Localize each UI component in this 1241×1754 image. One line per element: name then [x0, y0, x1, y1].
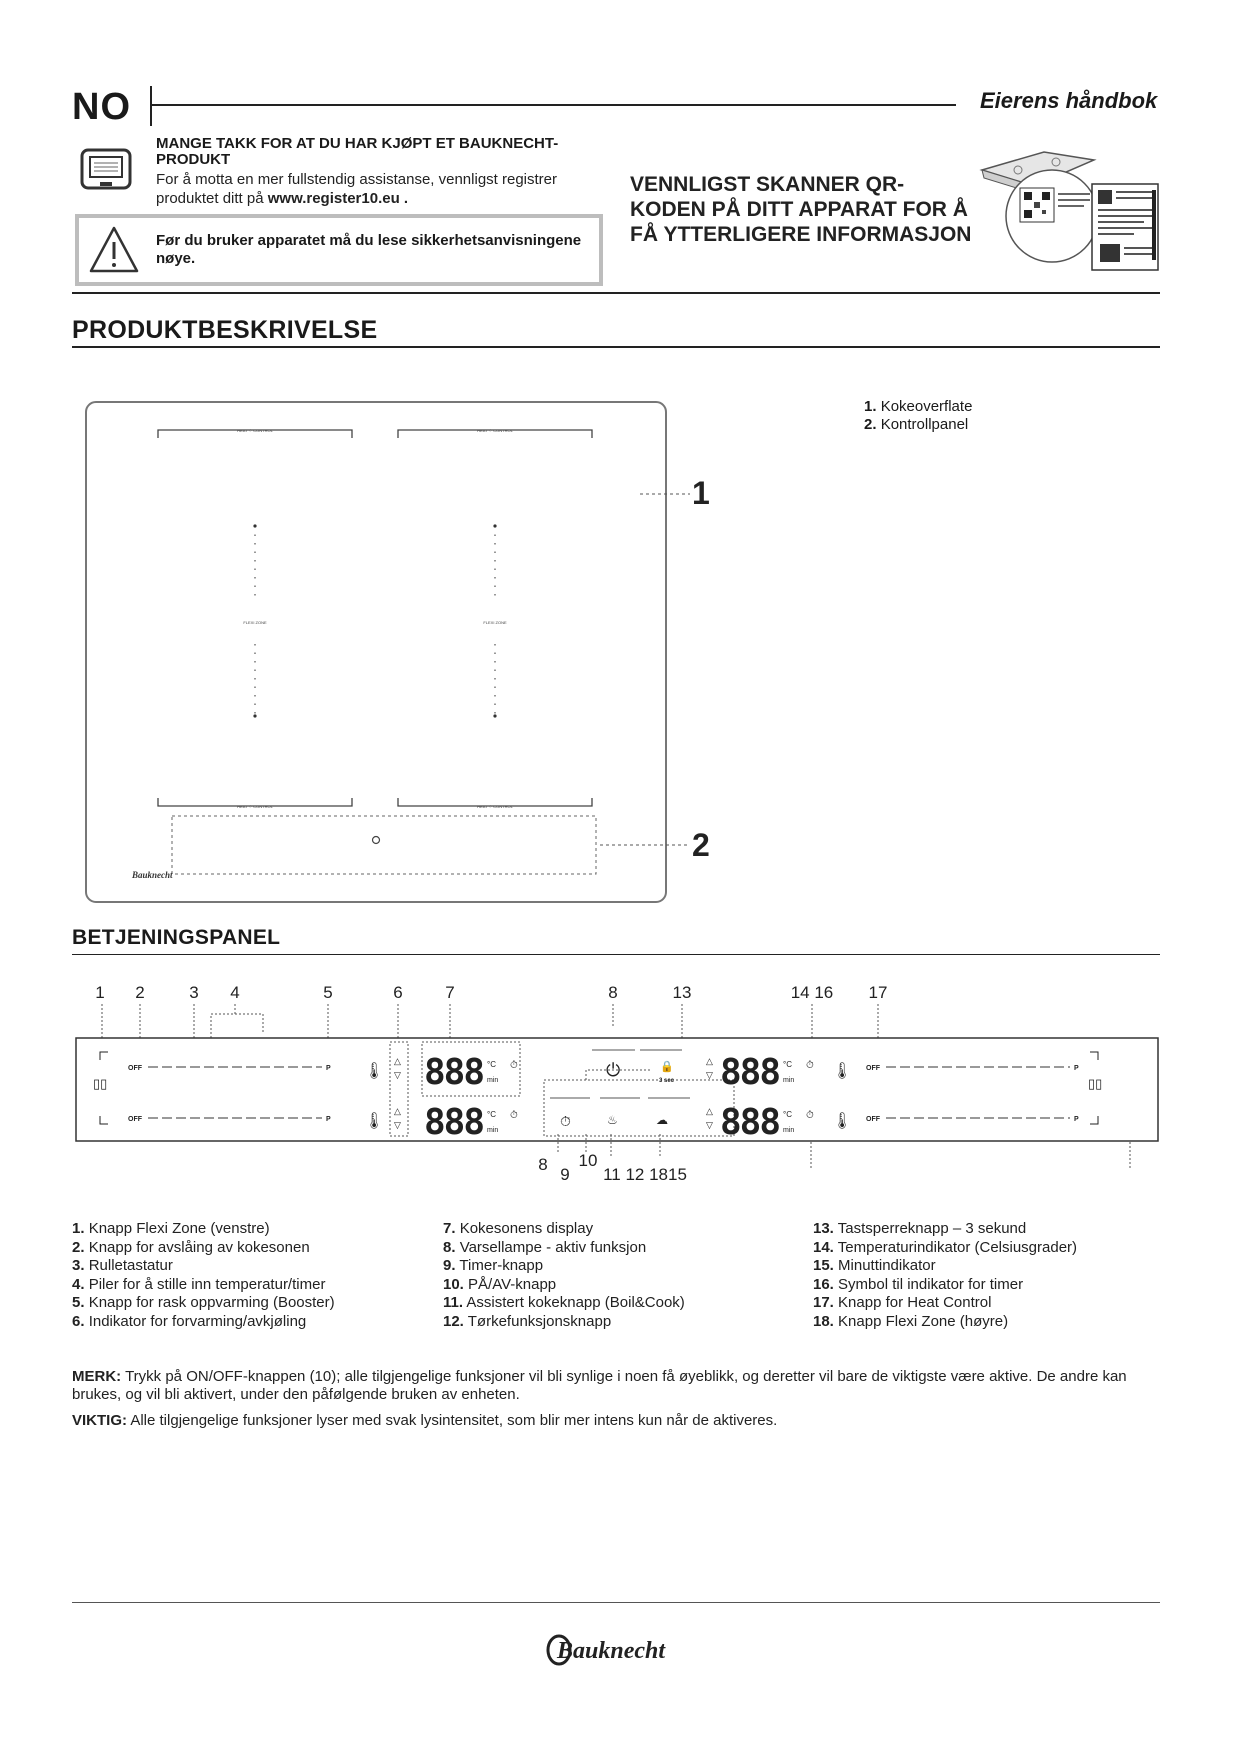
p-label-right-top: P — [1074, 1065, 1079, 1072]
unit-min-right-bottom: min — [783, 1127, 795, 1134]
panel-num-11-12-18-15: 11 12 1815 — [603, 1165, 687, 1180]
legend-item: 15. Minuttindikator — [813, 1257, 936, 1274]
off-label-right-top: OFF — [866, 1065, 880, 1072]
header-rule — [150, 104, 956, 106]
legend-item: 11. Assistert kokeknapp (Boil&Cook) — [443, 1294, 685, 1311]
legend-item: 10. PÅ/AV-knapp — [443, 1275, 557, 1293]
panel-num-9: 9 — [560, 1165, 570, 1180]
thanks-text: For å motta en mer fullstendig assistanse, vennligst registrer produktet ditt på www.register10.eu . — [156, 171, 558, 207]
footer-rule — [72, 1602, 1160, 1603]
heat-indicator-left-top: 🌡 — [364, 1063, 385, 1080]
zone-display-left-top: 888 — [424, 1052, 484, 1093]
panel-num-8-top: 8 — [608, 983, 618, 1002]
panel-heading-rule — [72, 954, 1160, 955]
unit-min-left-top: min — [487, 1077, 499, 1084]
lock-button-icon: 🔒 — [660, 1061, 674, 1073]
header-divider — [150, 86, 152, 126]
flexi-right-symbol: ▯▯ — [1088, 1076, 1103, 1091]
flexi-label-left: FLEXI ZONE — [243, 620, 267, 625]
p-label-top: P — [326, 1065, 331, 1072]
flexi-label-right: FLEXI ZONE — [483, 620, 507, 625]
unit-min-right-top: min — [783, 1077, 795, 1084]
legend-item: 17. Knapp for Heat Control — [813, 1294, 992, 1311]
panel-num-8-bottom: 8 — [538, 1155, 548, 1174]
arrows-right-top-down: ▽ — [706, 1070, 713, 1080]
timer-symbol-left-bottom: ⏱ — [510, 1110, 518, 1121]
legend-item: 16. Symbol til indikator for timer — [813, 1275, 1024, 1293]
unit-c-right-bottom: °C — [783, 1110, 792, 1119]
zone-display-right-bottom: 888 — [720, 1102, 780, 1143]
panel-num-13: 13 — [672, 983, 692, 1002]
legend-column-2 — [443, 1220, 685, 1331]
unit-c-left-top: °C — [487, 1060, 496, 1069]
p-label-right-bottom: P — [1074, 1116, 1079, 1123]
arrows-left-top-down: ▽ — [394, 1070, 401, 1080]
heat-indicator-left-bottom: 🌡 — [364, 1113, 385, 1130]
register-link[interactable]: www.register10.eu . — [267, 190, 409, 207]
svg-text:Bauknecht: Bauknecht — [557, 1638, 666, 1664]
product-legend-item: 2. Kontrollpanel — [864, 416, 969, 433]
panel-num-5: 5 — [323, 983, 333, 1002]
appliance-label-illustration — [974, 148, 1164, 276]
lock-label: 3 sec — [659, 1078, 675, 1084]
timer-symbol-right-bottom: ⏱ — [806, 1110, 814, 1121]
boil-cook-button-icon: ♨ — [607, 1113, 618, 1127]
heat-indicator-right-bottom: 🌡 — [832, 1113, 853, 1130]
unit-c-right-top: °C — [783, 1060, 792, 1069]
manual-title: Eierens håndbok — [980, 88, 1158, 113]
panel-num-6: 6 — [393, 983, 403, 1002]
panel-num-2: 2 — [135, 983, 145, 1002]
legend-item: 12. Tørkefunksjonsknapp — [443, 1312, 612, 1330]
product-legend — [864, 398, 972, 434]
timer-button-icon: ⏱ — [560, 1113, 571, 1129]
zone-label-1: HEAT ♢ CONTROL — [237, 428, 273, 433]
arrows-right-bottom-down: ▽ — [706, 1120, 713, 1130]
heat-indicator-right-top: 🌡 — [832, 1063, 853, 1080]
hob-drawing — [80, 398, 760, 910]
arrows-left-top: △ — [394, 1056, 401, 1066]
language-code: NO — [72, 86, 131, 128]
off-label-top: OFF — [128, 1065, 142, 1072]
zone-display-left-bottom: 888 — [424, 1102, 484, 1143]
warning-text: Før du bruker apparatet må du lese sikkerhetsanvisningene nøye. — [156, 232, 582, 267]
legend-item: 5. Knapp for rask oppvarming (Booster) — [72, 1294, 335, 1311]
panel-num-7: 7 — [445, 983, 455, 1002]
off-label-bottom: OFF — [128, 1116, 142, 1123]
warning-icon — [88, 224, 140, 276]
monitor-icon — [80, 148, 132, 194]
drying-button-icon: ☁ — [656, 1113, 668, 1127]
note-merk: MERK: Trykk på ON/OFF-knappen (10); alle tilgjengelige funksjoner vil bli synlige i noen få øyeblikk, og deretter vil bare de viktigste være aktive. De andre kan brukes, og vil bli aktivert, under den påfølgende bruken av enheten. — [72, 1368, 1127, 1403]
bauknecht-logo — [545, 1630, 695, 1670]
note-viktig: VIKTIG: Alle tilgjengelige funksjoner lyser med svak lysintensitet, som blir mer intens kun når de aktiveres. — [72, 1412, 778, 1429]
control-panel-diagram — [60, 980, 1170, 1180]
zone-label-2: HEAT ♢ CONTROL — [477, 428, 513, 433]
arrows-right-bottom: △ — [706, 1106, 713, 1116]
power-button-icon: ⏻ — [606, 1060, 621, 1080]
legend-item: 8. Varsellampe - aktiv funksjon — [443, 1238, 647, 1256]
qr-instructions: VENNLIGST SKANNER QR-KODEN PÅ DITT APPARAT FOR Å FÅ YTTERLIGERE INFORMASJON — [630, 173, 972, 246]
legend-item: 4. Piler for å stille inn temperatur/timer — [72, 1275, 326, 1293]
panel-num-10: 10 — [578, 1151, 598, 1170]
panel-num-17: 17 — [868, 983, 888, 1002]
arrows-left-bottom: △ — [394, 1106, 401, 1116]
arrows-right-top: △ — [706, 1056, 713, 1066]
timer-symbol-left-top: ⏱ — [510, 1060, 518, 1071]
unit-c-left-bottom: °C — [487, 1110, 496, 1119]
thanks-title: MANGE TAKK FOR AT DU HAR KJØPT ET BAUKNECHT-PRODUKT — [156, 135, 559, 168]
legend-item: 2. Knapp for avslåing av kokesonen — [72, 1238, 310, 1256]
legend-item: 6. Indikator for forvarming/avkjøling — [72, 1312, 307, 1330]
panel-num-14-16: 14 16 — [790, 983, 834, 1002]
legend-item: 1. Knapp Flexi Zone (venstre) — [72, 1220, 270, 1237]
header-bottom-rule — [72, 292, 1160, 294]
legend-item: 7. Kokesonens display — [443, 1220, 594, 1237]
product-legend-item: 1. Kokeoverflate — [864, 398, 973, 415]
flexi-left-symbol: ▯▯ — [93, 1076, 108, 1091]
off-label-right-bottom: OFF — [866, 1116, 880, 1123]
legend-column-1 — [72, 1220, 335, 1331]
legend-item: 18. Knapp Flexi Zone (høyre) — [813, 1312, 1009, 1330]
panel-num-4: 4 — [230, 983, 240, 1002]
legend-item: 9. Timer-knapp — [443, 1257, 544, 1274]
legend-item: 3. Rulletastatur — [72, 1257, 173, 1274]
legend-column-3 — [813, 1220, 1077, 1331]
product-heading: PRODUKTBESKRIVELSE — [72, 316, 378, 344]
panel-num-3: 3 — [189, 983, 199, 1002]
p-label-bottom: P — [326, 1116, 331, 1123]
legend-item: 13. Tastsperreknapp – 3 sekund — [813, 1220, 1027, 1237]
callout-1: 1 — [692, 475, 710, 511]
hob-brand: Bauknecht — [132, 870, 173, 880]
legend-item: 14. Temperaturindikator (Celsiusgrader) — [813, 1238, 1078, 1256]
arrows-left-bottom-down: ▽ — [394, 1120, 401, 1130]
panel-num-1: 1 — [95, 983, 105, 1002]
product-heading-rule — [72, 346, 1160, 348]
unit-min-left-bottom: min — [487, 1127, 499, 1134]
zone-label-3: HEAT ♢ CONTROL — [237, 804, 273, 809]
zone-label-4: HEAT ♢ CONTROL — [477, 804, 513, 809]
panel-heading: BETJENINGSPANEL — [72, 926, 281, 949]
zone-display-right-top: 888 — [720, 1052, 780, 1093]
timer-symbol-right-top: ⏱ — [806, 1060, 814, 1071]
callout-2: 2 — [692, 827, 710, 863]
